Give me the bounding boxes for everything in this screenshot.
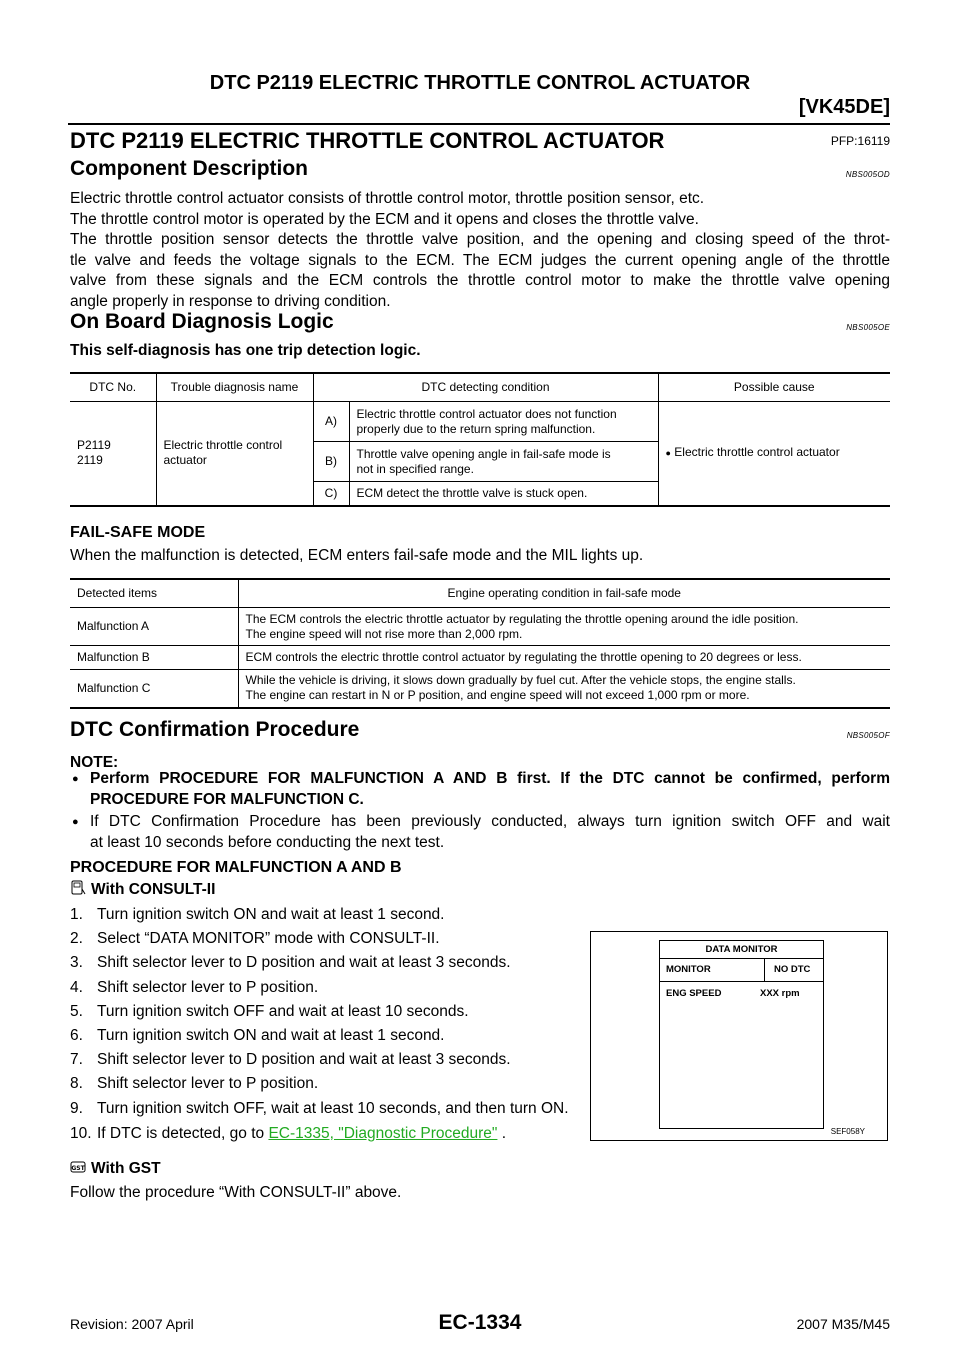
- condition-line: The engine speed will not rise more than 2,000 rpm.: [245, 626, 523, 641]
- table-row: [70, 646, 890, 670]
- component-description-heading: Component Description: [70, 157, 309, 180]
- header-divider: [68, 123, 890, 125]
- possible-cause-cell: [658, 402, 890, 506]
- step-10-text: If DTC is detected, go to: [97, 1124, 265, 1142]
- possible-cause-text: Electric throttle control actuator: [674, 445, 840, 460]
- text-line: The throttle control motor is operated by the ECM and it opens and closes the throttle valve.: [70, 210, 699, 228]
- eng-speed-label: ENG SPEED: [666, 988, 722, 999]
- section-title: DTC P2119 ELECTRIC THROTTLE CONTROL ACTUATOR: [70, 128, 665, 153]
- note-item: [70, 769, 890, 810]
- eng-speed-value: XXX rpm: [760, 988, 800, 999]
- condition-line: Throttle valve opening angle in fail-safe mode is: [356, 446, 611, 461]
- monitor-title: DATA MONITOR: [705, 944, 778, 955]
- figure-code: SEF058Y: [830, 1127, 865, 1136]
- bullet-icon: ●: [665, 448, 671, 459]
- col-engine-condition: Engine operating condition in fail-safe mode: [238, 579, 890, 608]
- condition-text: [349, 442, 658, 482]
- table-header-row: [70, 579, 890, 608]
- procedure-heading: PROCEDURE FOR MALFUNCTION A AND B: [70, 859, 402, 876]
- list-item: 2. Select “DATA MONITOR” mode with CONSULT-II.: [70, 930, 440, 948]
- list-item: 3. Shift selector lever to D position and wait at least 3 seconds.: [70, 954, 511, 972]
- no-dtc-label: NO DTC: [774, 964, 811, 975]
- revision-date: Revision: 2007 April: [70, 1316, 194, 1332]
- page-header-title: DTC P2119 ELECTRIC THROTTLE CONTROL ACTUATOR: [209, 72, 751, 94]
- diagnostic-procedure-link[interactable]: EC-1335, "Diagnostic Procedure": [268, 1124, 498, 1142]
- gst-label-row: [70, 1159, 161, 1178]
- bullet-icon: ●: [72, 773, 79, 785]
- col-dtc-no: DTC No.: [70, 373, 156, 402]
- table-row: [70, 402, 890, 442]
- page-number: EC-1334: [438, 1311, 522, 1334]
- table-row: [70, 608, 890, 646]
- obd-intro: This self-diagnosis has one trip detection logic.: [70, 342, 421, 359]
- procedure-steps: [70, 903, 590, 1146]
- dtc-table: [70, 372, 890, 507]
- col-detected-items: Detected items: [70, 579, 238, 608]
- col-trouble-name: Trouble diagnosis name: [156, 373, 313, 402]
- condition-id: C): [313, 482, 349, 506]
- detected-item: Malfunction C: [70, 670, 238, 708]
- list-item: 4. Shift selector lever to P position.: [70, 978, 319, 996]
- bullet-icon: ●: [72, 816, 79, 828]
- consult-label: With CONSULT-II: [91, 881, 216, 898]
- col-detecting-condition: DTC detecting condition: [313, 373, 658, 402]
- consult-tool-icon: [70, 880, 86, 896]
- condition-line: While the vehicle is driving, it slows down gradually by fuel cut. After the vehicle stops, the engine stalls.: [245, 673, 796, 688]
- list-item: 1. Turn ignition switch ON and wait at least 1 second.: [70, 906, 445, 923]
- engine-condition: [238, 608, 890, 646]
- list-item: 9. Turn ignition switch OFF, wait at least 10 seconds, and then turn ON.: [70, 1099, 569, 1117]
- list-item: 8. Shift selector lever to P position.: [70, 1075, 319, 1093]
- condition-id: B): [313, 442, 349, 482]
- note-item: [70, 812, 890, 853]
- trouble-name-line: actuator: [163, 453, 207, 468]
- text-line: angle properly in response to driving condition.: [70, 292, 391, 310]
- gst-tool-icon: [70, 1159, 86, 1175]
- monitor-header-row: [660, 958, 823, 982]
- model-year: 2007 M35/M45: [796, 1316, 890, 1332]
- detected-item: Malfunction A: [77, 619, 150, 633]
- pfp-code: PFP:16119: [830, 134, 890, 148]
- consult-label-row: [70, 880, 215, 899]
- note-line: If DTC Confirmation Procedure has been previously conducted, always turn ignition switch OFF and wait: [90, 813, 890, 830]
- confirmation-ref-code: NBS005OF: [846, 731, 890, 740]
- table-row: [70, 670, 890, 708]
- condition-text: [349, 402, 658, 442]
- text-line: tle valve and feeds the voltage signals to the ECM. The ECM judges the current opening angle of the throttle: [70, 251, 890, 269]
- list-item: 7. Shift selector lever to D position and wait at least 3 seconds.: [70, 1051, 511, 1069]
- condition-id: A): [313, 402, 349, 442]
- condition-line: The engine can restart in N or P position, and engine speed will not exceed 1,000 rpm or more.: [245, 688, 750, 703]
- svg-text:GST: GST: [71, 1165, 85, 1172]
- gst-text: Follow the procedure “With CONSULT-II” above.: [70, 1184, 402, 1201]
- obd-heading: On Board Diagnosis Logic: [70, 310, 334, 333]
- text-line: valve from these signals and the ECM controls the throttle control motor to make the throttle valve opening: [70, 272, 890, 289]
- condition-line: The ECM controls the electric throttle actuator by regulating the throttle opening around the idle position.: [245, 611, 799, 626]
- component-ref-code: NBS005OD: [845, 170, 890, 179]
- text-line: Electric throttle control actuator consists of throttle control motor, throttle position sensor, etc.: [70, 190, 705, 207]
- note-line: at least 10 seconds before conducting the next test.: [90, 833, 445, 851]
- trouble-name-line: Electric throttle control: [163, 438, 283, 453]
- dtc-code-short: 2119: [77, 453, 103, 468]
- note-line: Perform PROCEDURE FOR MALFUNCTION A AND B first. If the DTC cannot be confirmed, perform: [90, 770, 890, 787]
- list-item: 10. If DTC is detected, go to EC-1335, "Diagnostic Procedure" .: [70, 1124, 507, 1142]
- obd-ref-code: NBS005OE: [846, 323, 890, 332]
- table-header-row: [70, 373, 890, 402]
- trouble-name-cell: [156, 402, 313, 506]
- col-possible-cause: Possible cause: [658, 373, 890, 402]
- text-line: The throttle position sensor detects the throttle valve position, and the opening and closing speed of the throt-: [70, 231, 890, 248]
- note-label: NOTE:: [70, 754, 119, 771]
- list-item: 6. Turn ignition switch ON and wait at least 1 second.: [70, 1027, 445, 1045]
- gst-label: With GST: [91, 1160, 161, 1177]
- failsafe-table: [70, 578, 890, 709]
- engine-condition: ECM controls the electric throttle control actuator by regulating the throttle opening to 20 degrees or less.: [238, 646, 890, 670]
- data-monitor-figure: [590, 931, 888, 1141]
- dtc-number-cell: [70, 402, 156, 506]
- engine-code: [VK45DE]: [798, 96, 890, 118]
- condition-line: properly due to the return spring malfunction.: [356, 421, 596, 436]
- monitor-label: MONITOR: [666, 964, 711, 975]
- detected-item: Malfunction B: [70, 646, 238, 670]
- confirmation-heading: DTC Confirmation Procedure: [70, 718, 360, 741]
- data-monitor-screen: [659, 940, 824, 1129]
- monitor-divider: [764, 959, 765, 981]
- engine-condition: [238, 670, 890, 708]
- failsafe-heading: FAIL-SAFE MODE: [70, 524, 206, 541]
- failsafe-intro: When the malfunction is detected, ECM enters fail-safe mode and the MIL lights up.: [70, 547, 644, 564]
- condition-text: ECM detect the throttle valve is stuck open.: [349, 482, 658, 506]
- note-line: PROCEDURE FOR MALFUNCTION C.: [90, 790, 364, 808]
- condition-line: Electric throttle control actuator does not function: [356, 406, 617, 421]
- dtc-code: P2119: [77, 438, 111, 453]
- component-description-text: [70, 189, 890, 312]
- list-item: 5. Turn ignition switch OFF and wait at least 10 seconds.: [70, 1002, 469, 1020]
- condition-line: not in specified range.: [356, 461, 474, 476]
